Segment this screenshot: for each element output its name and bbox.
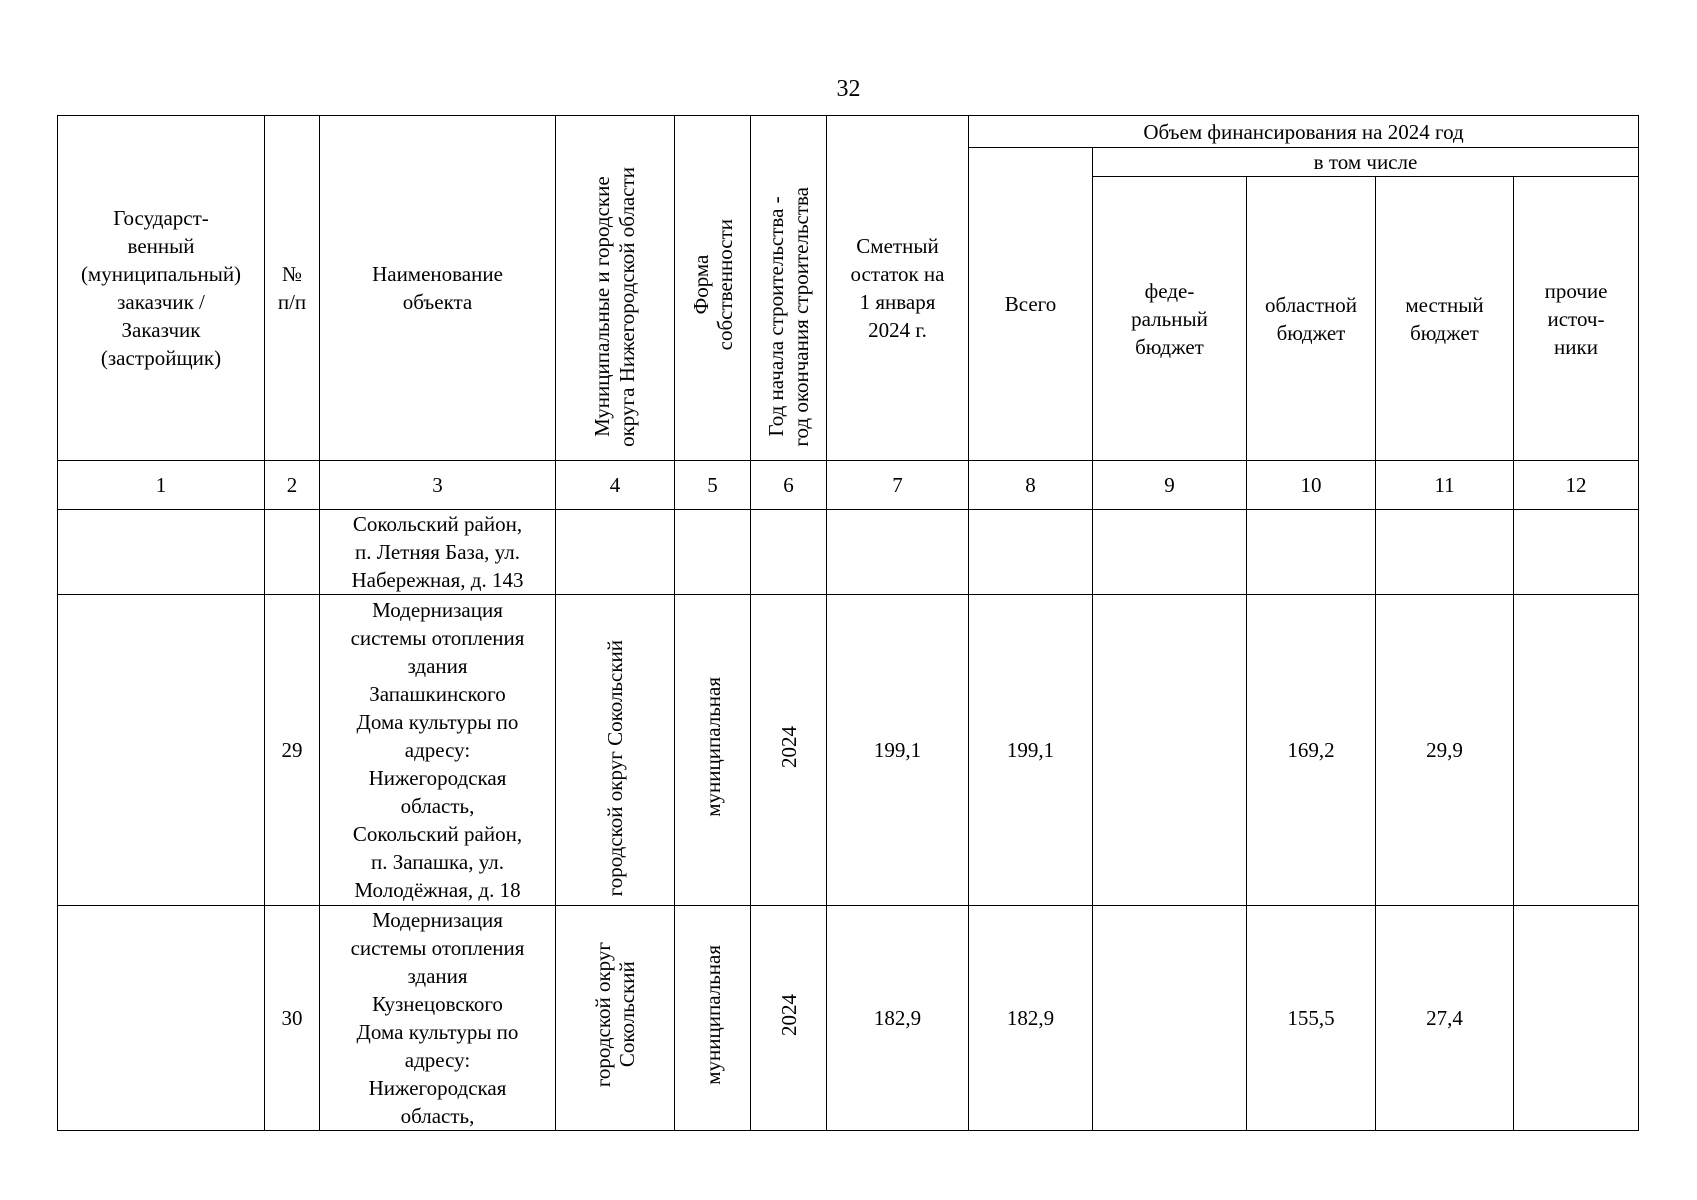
cell-remainder: 182,9 [827,906,969,1131]
investment-table [57,115,1639,1131]
cell-ownership [675,510,751,595]
table-row [58,595,1639,906]
header-total: Всего [969,148,1093,461]
column-number: 11 [1376,461,1514,510]
cell-local [1376,510,1514,595]
header-estimate-remainder: Сметный остаток на 1 января 2024 г. [827,116,969,461]
column-number-row [58,461,1639,510]
cell-regional: 169,2 [1247,595,1376,906]
header-years: Год начала строительства - год окончания строительства [751,116,827,461]
cell-federal [1093,510,1247,595]
cell-customer [58,510,265,595]
cell-number [265,510,320,595]
cell-years: 2024 [751,906,827,1131]
header-object-name: Наименование объекта [320,116,556,461]
table-row [58,906,1639,1131]
header-ownership: Форма собственности [675,116,751,461]
column-number: 2 [265,461,320,510]
column-number: 5 [675,461,751,510]
table-row [58,510,1639,595]
cell-local: 27,4 [1376,906,1514,1131]
header-district: Муниципальные и городские округа Нижегородской области [556,116,675,461]
column-number: 7 [827,461,969,510]
column-number: 1 [58,461,265,510]
column-number: 8 [969,461,1093,510]
cell-local: 29,9 [1376,595,1514,906]
cell-object-name: Сокольский район, п. Летняя База, ул. Набережная, д. 143 [320,510,556,595]
page-number: 32 [836,76,861,102]
column-number: 12 [1514,461,1639,510]
header-financing-title: Объем финансирования на 2024 год [969,116,1639,148]
cell-remainder: 199,1 [827,595,969,906]
cell-district [556,510,675,595]
cell-federal [1093,595,1247,906]
cell-years: 2024 [751,595,827,906]
cell-customer [58,595,265,906]
header-local: местный бюджет [1376,177,1514,461]
cell-ownership: муниципальная [675,595,751,906]
column-number: 10 [1247,461,1376,510]
cell-object-name: Модернизация системы отопления здания Кузнецовского Дома культуры по адресу: Нижегородская область, [320,906,556,1131]
cell-federal [1093,906,1247,1131]
cell-remainder [827,510,969,595]
header-regional: областной бюджет [1247,177,1376,461]
cell-number: 30 [265,906,320,1131]
header-customer: Государст- венный (муниципальный) заказчик / Заказчик (застройщик) [58,116,265,461]
cell-district: городской округ Сокольский [556,595,675,906]
cell-regional [1247,510,1376,595]
column-number: 9 [1093,461,1247,510]
cell-ownership: муниципальная [675,906,751,1131]
header-other: прочие источ- ники [1514,177,1639,461]
column-number: 4 [556,461,675,510]
cell-other [1514,510,1639,595]
header-number: № п/п [265,116,320,461]
cell-total [969,510,1093,595]
header-including: в том числе [1093,148,1639,177]
header-federal: феде- ральный бюджет [1093,177,1247,461]
cell-customer [58,906,265,1131]
cell-years [751,510,827,595]
cell-other [1514,906,1639,1131]
cell-total: 199,1 [969,595,1093,906]
cell-regional: 155,5 [1247,906,1376,1131]
cell-other [1514,595,1639,906]
cell-total: 182,9 [969,906,1093,1131]
cell-object-name: Модернизация системы отопления здания Запашкинского Дома культуры по адресу: Нижегородская область, Сокольский район, п. Запашка, ул. Молодёжная, д. 18 [320,595,556,906]
cell-number: 29 [265,595,320,906]
column-number: 6 [751,461,827,510]
column-number: 3 [320,461,556,510]
cell-district: городской округ Сокольский [556,906,675,1131]
